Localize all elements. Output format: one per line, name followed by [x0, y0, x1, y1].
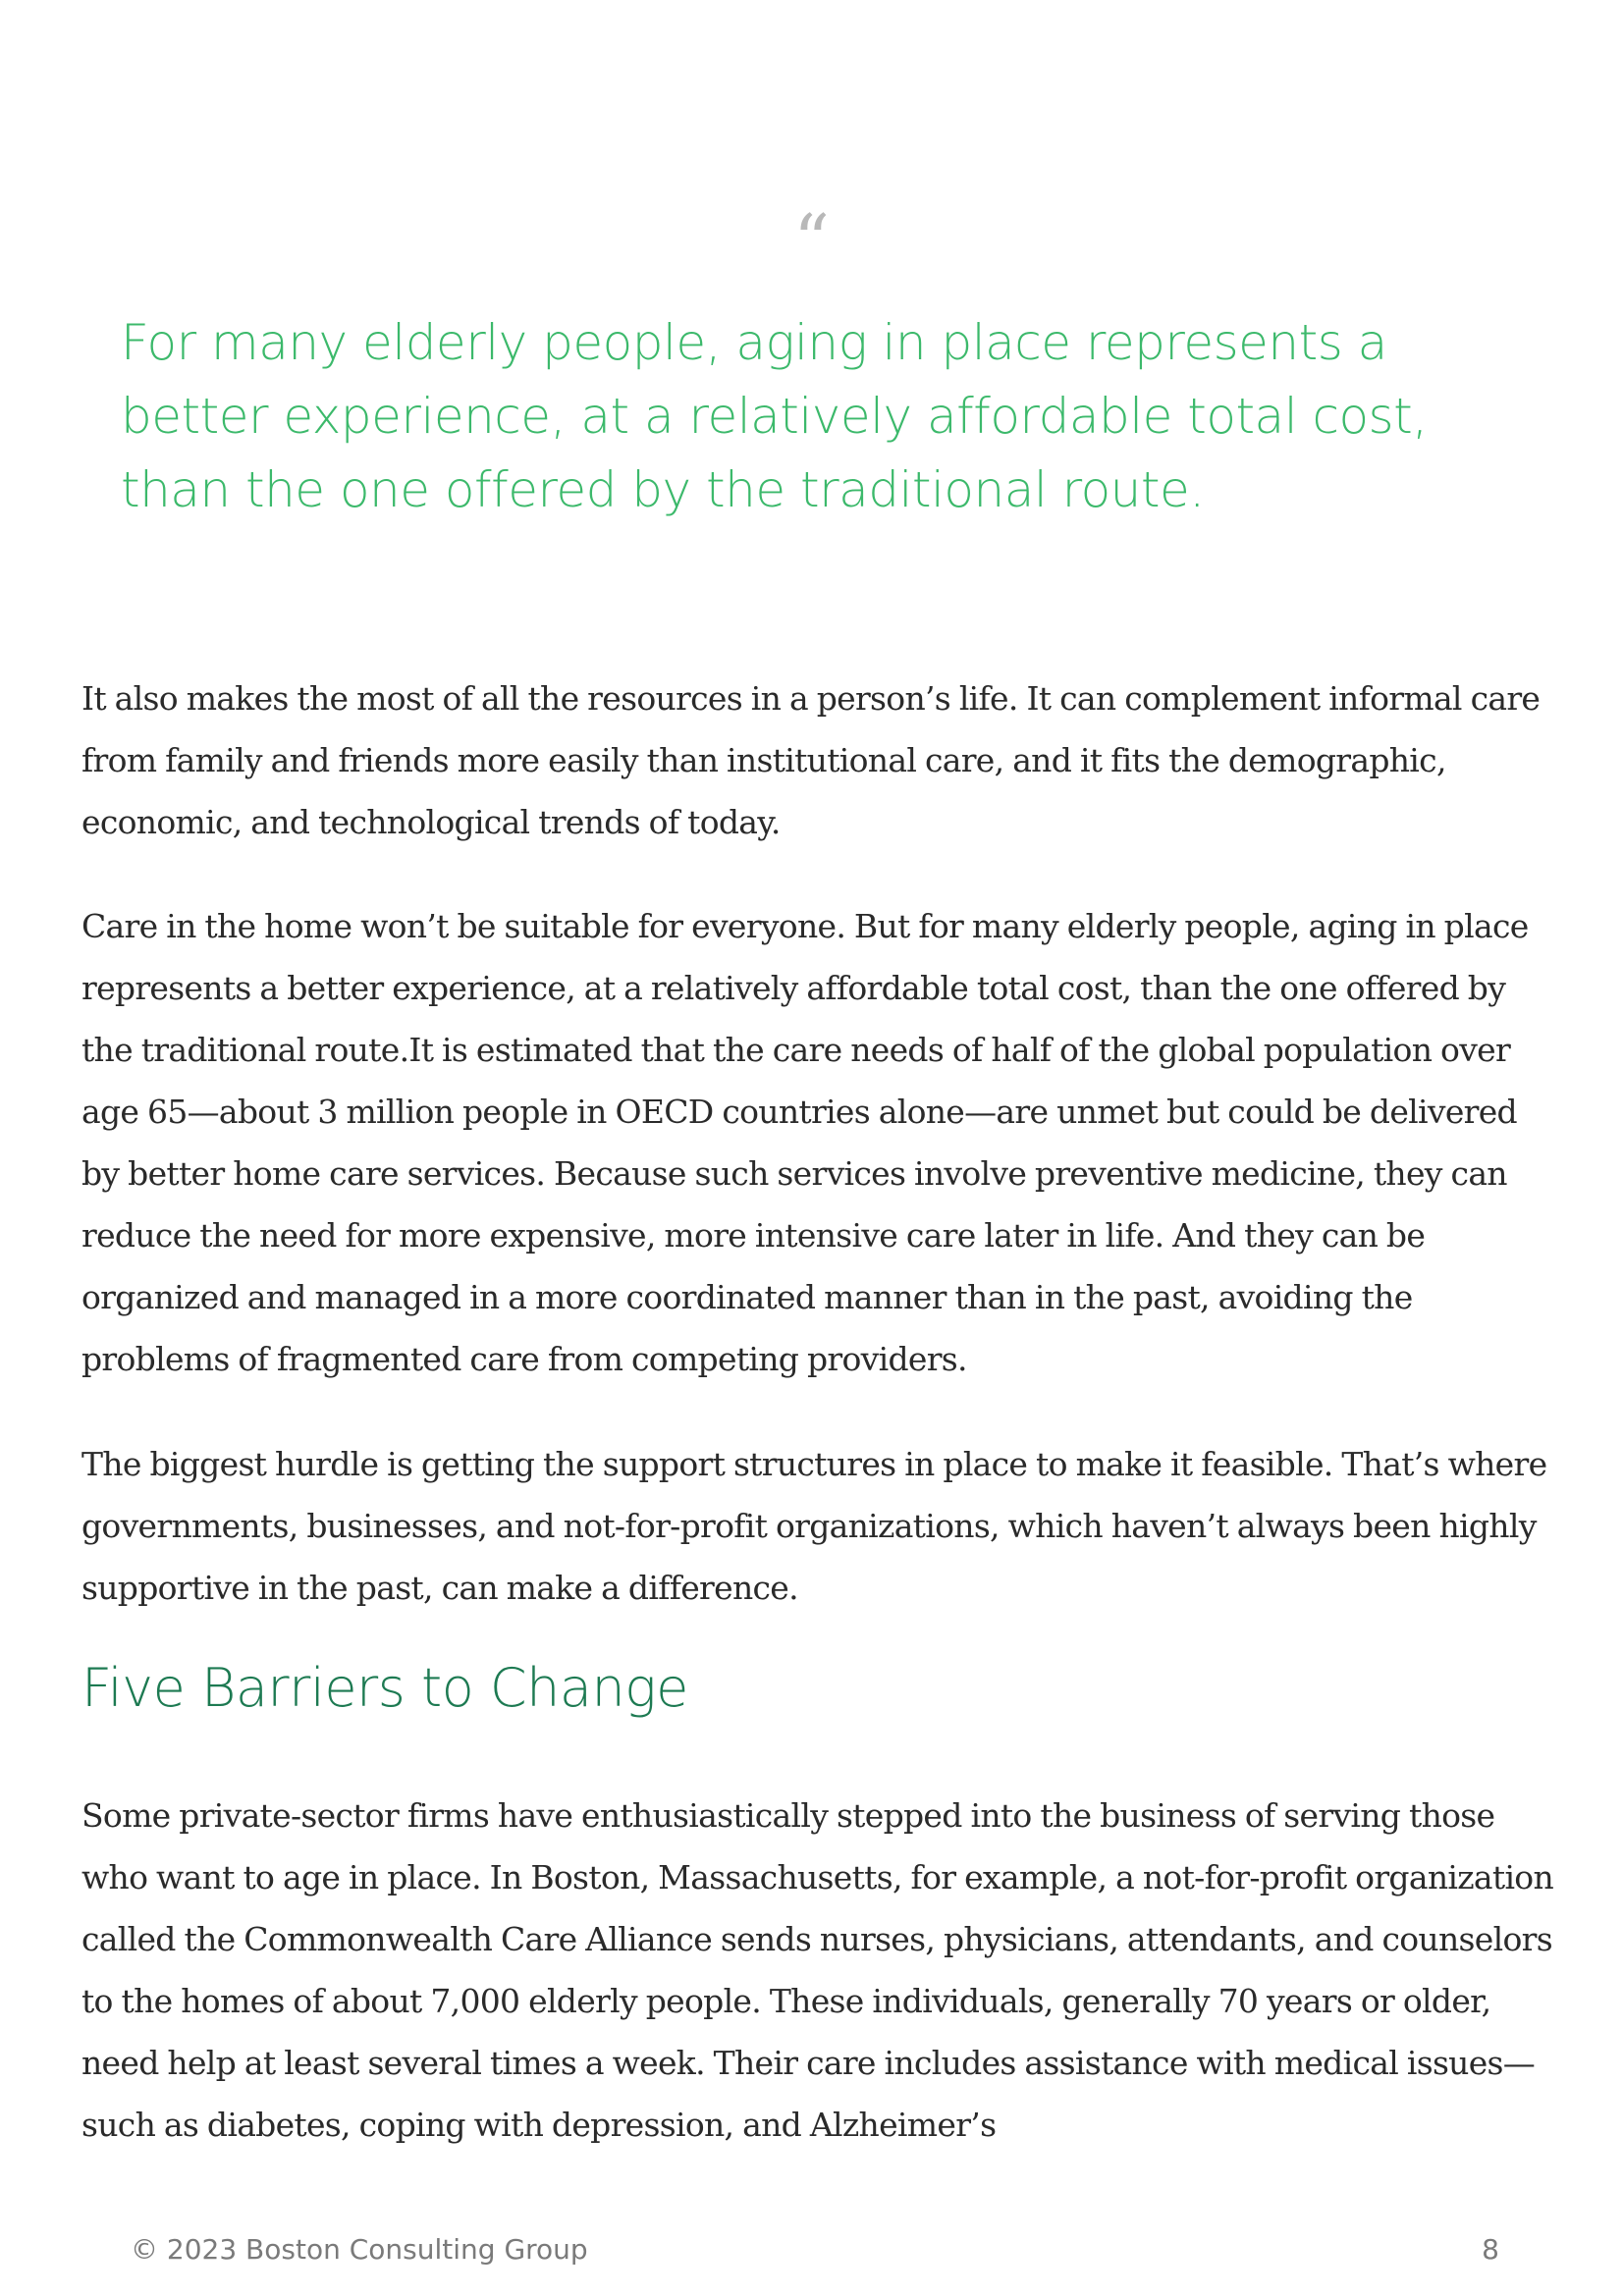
section-heading: Five Barriers to Change: [81, 1657, 688, 1719]
quote-mark-icon: “: [793, 199, 830, 282]
pull-quote: For many elderly people, aging in place represents a better experience, at a relatively affordable total cost, than the one offered by the traditional route.: [121, 314, 1428, 518]
page-number: 8: [1482, 2233, 1499, 2266]
body-paragraph-2: Care in the home won’t be suitable for everyone. But for many elderly people, aging in place represents a better experience, at a relatively affordable total cost, than the one offered by the traditional route.It is estimated that the care needs of half of the global population over age 65—about 3 million people in OECD countries alone—are unmet but could be delivered by better home care services. Because such services involve preventive medicine, they can reduce the need for more expensive, more intensive care later in life. And they can be organized and managed in a more coordinated manner than in the past, avoiding the problems of fragmented care from competing providers.: [81, 907, 1529, 1378]
footer-copyright: © 2023 Boston Consulting Group: [131, 2233, 588, 2266]
body-paragraph-4: Some private-sector firms have enthusiastically stepped into the business of serving those who want to age in place. In Boston, Massachusetts, for example, a not-for-profit organization called the Commonwealth Care Alliance sends nurses, physicians, attendants, and counselors to the homes of about 7,000 elderly people. These individuals, generally 70 years or older, need help at least several times a week. Their care includes assistance with medical issues—such as diabetes, coping with depression, and Alzheimer’s: [81, 1796, 1554, 2144]
body-paragraph-3: The biggest hurdle is getting the support structures in place to make it feasible. That’s where governments, businesses, and not-for-profit organizations, which haven’t always been highly supportive in the past, can make a difference.: [81, 1445, 1547, 1607]
body-paragraph-1: It also makes the most of all the resources in a person’s life. It can complement informal care from family and friends more easily than institutional care, and it fits the demographic, economic, and technological trends of today.: [81, 679, 1541, 841]
